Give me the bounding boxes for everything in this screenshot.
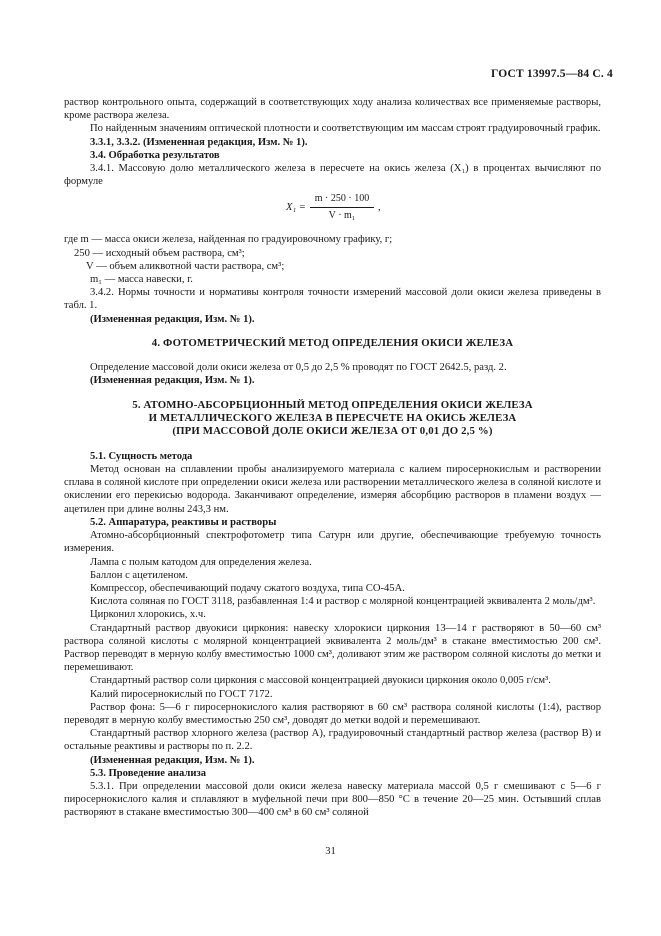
paragraph-5-2-compressor: Компрессор, обеспечивающий подачу сжатого воздуха, типа СО-45А. <box>90 582 405 594</box>
amendment-note-331: 3.3.1, 3.3.2. (Измененная редакция, Изм. № 1). <box>90 136 308 148</box>
section-heading-4: 4. ФОТОМЕТРИЧЕСКИЙ МЕТОД ОПРЕДЕЛЕНИЯ ОКИСИ ЖЕЛЕЗА <box>151 336 514 349</box>
paragraph-5-2-hydrochloric-acid: Кислота соляная по ГОСТ 3118, разбавленная 1:4 и раствор с молярной концентрацией эквивалента 2 моль/дм³. <box>90 596 596 608</box>
amendment-note-342: (Измененная редакция, Изм. № 1). <box>90 313 255 325</box>
subsection-heading-5-3: 5.3. Проведение анализа <box>90 767 206 779</box>
formula-tail: , <box>378 202 381 214</box>
definition-250: 250 — исходный объем раствора, см³; <box>74 247 245 259</box>
formula-fraction <box>310 192 374 221</box>
formula-numerator: m · 250 · 100 <box>310 192 374 207</box>
formula-lhs: X₁ = <box>286 202 306 214</box>
page-body <box>64 96 601 820</box>
paragraph-5-2-zirconyl: Цирконил хлорокись, х.ч. <box>90 609 206 621</box>
paragraph-5-2-lamp: Лампа с полым катодом для определения железа. <box>90 556 312 568</box>
page-number: 31 <box>325 846 336 857</box>
section-heading-5-line-1: 5. АТОМНО-АБСОРБЦИОННЫЙ МЕТОД ОПРЕДЕЛЕНИЯ ОКИСИ ЖЕЛЕЗА <box>132 398 533 411</box>
definition-m1: m₁ — масса навески, г. <box>90 274 193 286</box>
paragraph-5-2-acetylene: Баллон с ацетиленом. <box>90 569 188 581</box>
amendment-note-s4: (Измененная редакция, Изм. № 1). <box>90 375 255 387</box>
formula-x1 <box>64 191 601 231</box>
section-heading-5-line-2: И МЕТАЛЛИЧЕСКОГО ЖЕЛЕЗА В ПЕРЕСЧЕТЕ НА ОКИСЬ ЖЕЛЕЗА <box>148 412 517 425</box>
page-header: ГОСТ 13997.5—84 С. 4 <box>490 68 613 80</box>
paragraph-5-3-1: 5.3.1. При определении массовой доли окиси железа навеску материала массой 0,5 г смешивают с 5—6 г пиросернокислого калия и сплавляют в муфельной печи при 800—850 °С в течение 20—25 мин. Остывший сплав растворяют в стакане вместимостью 300—400 см³ в 60 см³ соляной <box>64 780 601 819</box>
paragraph-section-4: Определение массовой доли окиси железа от 0,5 до 2,5 % проводят по ГОСТ 2642.5, разд. 2. <box>90 362 507 374</box>
paragraph-control-solution: раствор контрольного опыта, содержащий в соответствующих ходу анализа количествах все применяемые растворы, кроме раствора железа. <box>64 97 601 122</box>
paragraph-5-2-iron-standard: Стандартный раствор хлорного железа (раствор А), градуировочный стандартный раствор железа (раствор В) и остальные реактивы и растворы по п. 2.2. <box>64 728 601 753</box>
paragraph-5-1: Метод основан на сплавлении пробы анализируемого материала с калием пиросернокислым и растворении сплава в соляной кислоте при определении окиси железа или растворении металлического железа в соляной кислоте и окислении его перекисью водорода. Заканчивают определение, измеряя абсорбцию растворов в пламени воздух — ацетилен при длине волны 243,3 нм. <box>64 464 601 515</box>
subsection-heading-5-1: 5.1. Сущность метода <box>90 450 193 462</box>
paragraph-5-2-spectrophotometer: Атомно-абсорбционный спектрофотометр типа Сатурн или другие, обеспечивающие требуемую точность измерения. <box>64 530 601 555</box>
paragraph-5-2-zirconium-standard: Стандартный раствор двуокиси циркония: навеску хлорокиси циркония 13—14 г растворяют в 50—60 см³ раствора соляной кислоты с молярной концентрацией эквивалента 2 моль/дм³ в стакане вместимостью 200 см³. Раствор переводят в мерную колбу вместимостью 1000 см³, доливают этим же раствором соляной кислоты до метки и перемешивают. <box>64 622 601 674</box>
subsection-heading-5-2: 5.2. Аппаратура, реактивы и растворы <box>90 516 277 528</box>
subsection-heading-3-4: 3.4. Обработка результатов <box>90 149 220 161</box>
amendment-note-5-2: (Измененная редакция, Изм. № 1). <box>90 754 255 766</box>
paragraph-3-4-2: 3.4.2. Нормы точности и нормативы контроля точности измерений массовой доли окиси железа приведены в табл. 1. <box>64 287 601 312</box>
paragraph-5-2-zirconium-salt: Стандартный раствор соли циркония с массовой концентрацией двуокиси циркония около 0,005 г/см³. <box>90 675 551 687</box>
paragraph-5-2-potassium: Калий пиросернокислый по ГОСТ 7172. <box>90 688 273 700</box>
definition-v: V — объем аликвотной части раствора, см³; <box>86 260 285 272</box>
paragraph-calibration-graph: По найденным значениям оптической плотности и соответствующим им массам строят градуировочный график. <box>90 123 601 135</box>
section-heading-5-line-3: (ПРИ МАССОВОЙ ДОЛЕ ОКИСИ ЖЕЛЕЗА ОТ 0,01 ДО 2,5 %) <box>172 425 493 438</box>
paragraph-5-2-background: Раствор фона: 5—6 г пиросернокислого калия растворяют в 60 см³ раствора соляной кислоты (1:4), раствор переводят в мерную колбу вместимостью 250 см³, доводят до метки водой и перемешивают. <box>64 701 601 726</box>
definition-m: где m — масса окиси железа, найденная по градуировочному графику, г; <box>64 234 393 246</box>
formula-denominator: V · m₁ <box>328 209 356 221</box>
paragraph-3-4-1: 3.4.1. Массовую долю металлического железа в пересчете на окись железа (X₁) в процентах вычисляют по формуле <box>64 163 601 188</box>
